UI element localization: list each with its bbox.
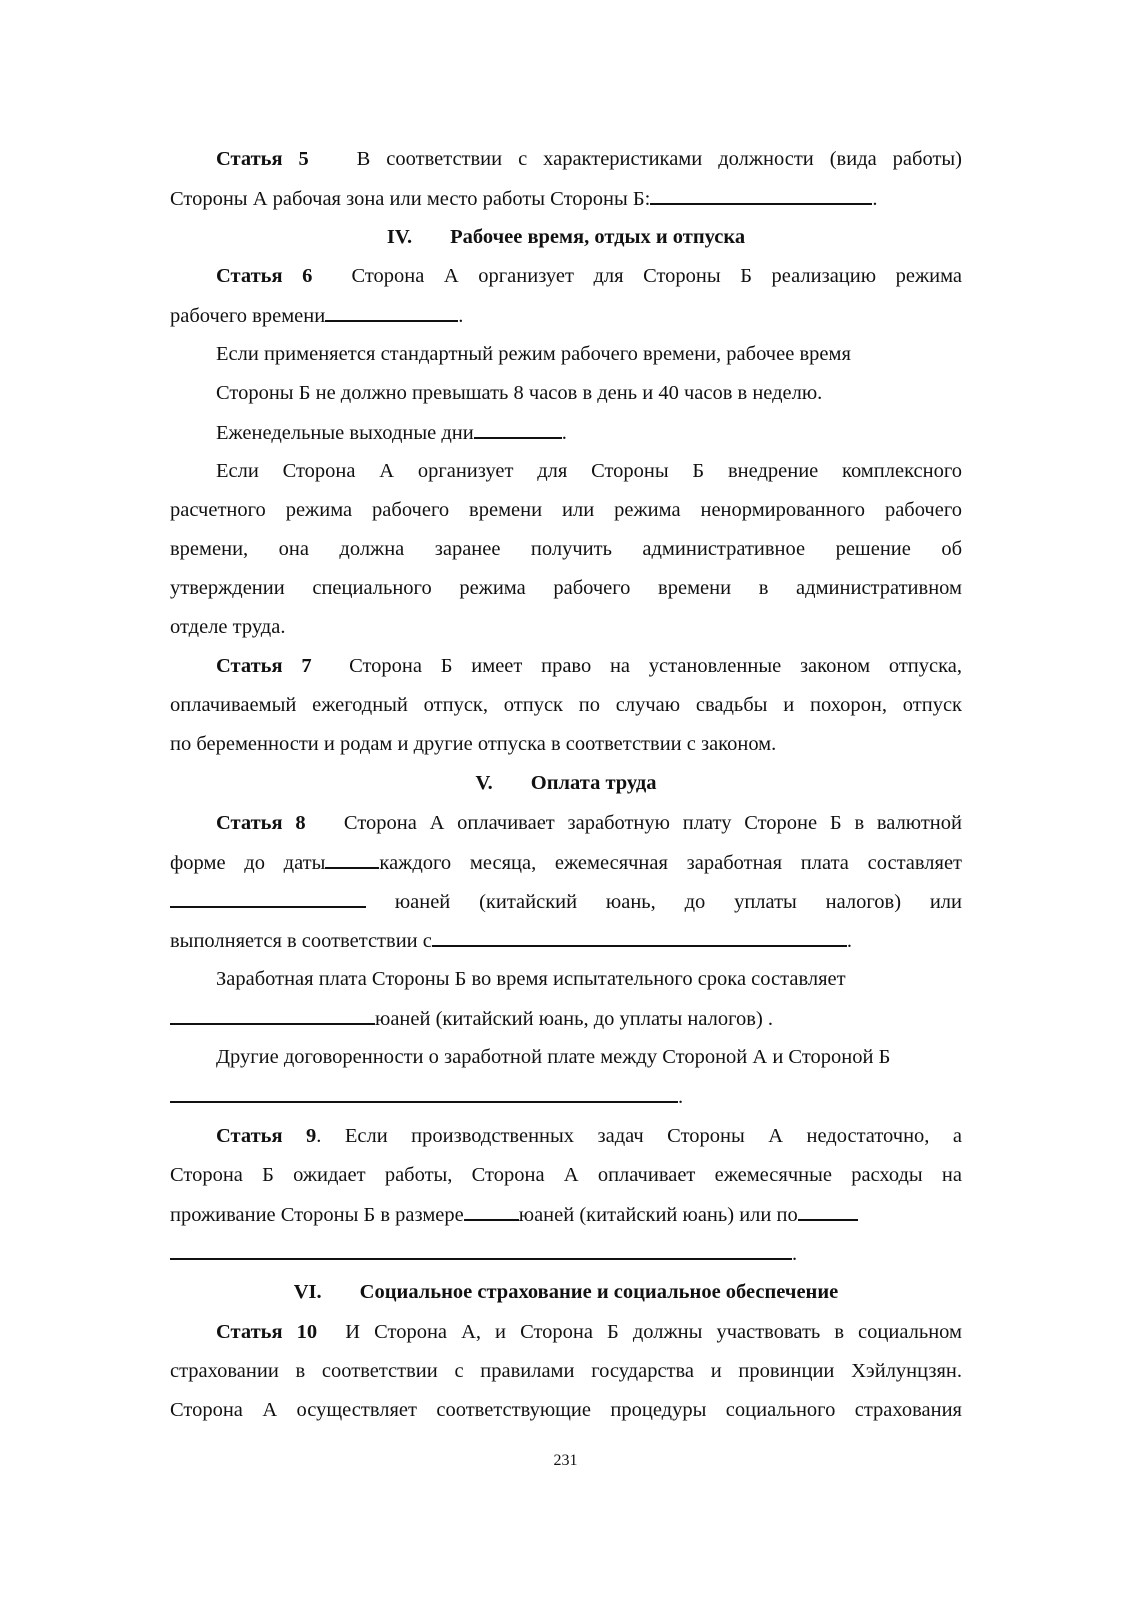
article-10-line-3: Сторона А осуществляет соответствующие процедуры социального страхования [170,1399,962,1421]
article-9-line-2: Сторона Б ожидает работы, Сторона А оплачивает ежемесячные расходы на [170,1164,962,1186]
article-8-line-1: Статья 8 Сторона А оплачивает заработную плату Стороне Б в валютной [216,812,963,834]
article-6-label: Статья 6 [216,265,313,287]
article-6-para-4-line-5: отделе труда. [170,616,286,638]
blank-field[interactable] [464,1199,519,1221]
article-6-para-3: Еженедельные выходные дни . [216,417,962,448]
article-6-para-2-line-1: Если применяется стандартный режим рабочего времени, рабочее время [216,343,851,365]
article-8-line-3: юаней (китайский юань, до уплаты налогов) или [170,886,962,917]
article-6-para-2-line-2: Стороны Б не должно превышать 8 часов в день и 40 часов в неделю. [216,382,823,404]
article-7-line-1: Статья 7 Сторона Б имеет право на установленные законом отпуска, [216,655,962,677]
article-7-label: Статья 7 [216,655,312,677]
section-heading-4: IV. Рабочее время, отдых и отпуска [386,226,746,248]
article-10-label: Статья 10 [216,1321,318,1343]
article-8-para-2-line-1: Заработная плата Стороны Б во время испытательного срока составляет [216,968,846,990]
blank-field[interactable] [170,1081,678,1103]
article-6-para-4-line-1: Если Сторона А организует для Стороны Б внедрение комплексного [216,460,962,482]
article-5-line-2: Стороны А рабочая зона или место работы Стороны Б: . [170,183,962,214]
blank-field[interactable] [432,925,847,947]
article-10-line-1: Статья 10 И Сторона А, и Сторона Б должны участвовать в социальном [216,1321,962,1343]
article-8-para-2-line-2: юаней (китайский юань, до уплаты налогов) . [170,1003,962,1034]
article-7-line-3: по беременности и родам и другие отпуска в соответствии с законом. [170,733,777,755]
blank-field[interactable] [170,886,366,908]
blank-field[interactable] [170,1238,792,1260]
section-heading-6: VI. Социальное страхование и социальное обеспечение [293,1281,839,1303]
article-9-label: Статья 9 [216,1125,317,1147]
blank-field[interactable] [798,1199,858,1221]
blank-field[interactable] [325,847,379,869]
article-8-line-4: выполняется в соответствии с . [170,925,962,956]
article-6-para-4-line-2: расчетного режима рабочего времени или режима ненормированного рабочего [170,499,962,521]
blank-field[interactable] [650,183,872,205]
article-5-line-1: Статья 5 В соответствии с характеристиками должности (вида работы) [216,148,963,170]
article-6-para-4-line-3: времени, она должна заранее получить административное решение об [170,538,962,560]
blank-field[interactable] [474,417,562,439]
article-8-para-3-line-1: Другие договоренности о заработной плате между Стороной А и Стороной Б [216,1046,891,1068]
article-5-label: Статья 5 [216,148,309,170]
article-8-line-2: форме до даты каждого месяца, ежемесячная заработная плата составляет [170,847,962,878]
article-6-line-2: рабочего времени . [170,300,962,331]
article-8-para-3-line-2: . [170,1081,962,1112]
section-heading-5: V. Оплата труда [475,772,657,794]
article-6-para-4-line-4: утверждении специального режима рабочего времени в административном [170,577,962,599]
article-9-line-4: . [170,1238,962,1269]
blank-field[interactable] [170,1003,375,1025]
article-6-line-1: Статья 6 Сторона А организует для Стороны Б реализацию режима [216,265,963,287]
article-9-line-3: проживание Стороны Б в размере юаней (китайский юань) или по [170,1199,962,1230]
article-7-line-2: оплачиваемый ежегодный отпуск, отпуск по случаю свадьбы и похорон, отпуск [170,694,962,716]
article-9-line-1: Статья 9. Если производственных задач Стороны А недостаточно, а [216,1125,962,1147]
page-number: 231 [553,1452,578,1469]
blank-field[interactable] [325,300,458,322]
article-10-line-2: страховании в соответствии с правилами государства и провинции Хэйлунцзян. [170,1360,962,1382]
article-8-label: Статья 8 [216,812,306,834]
